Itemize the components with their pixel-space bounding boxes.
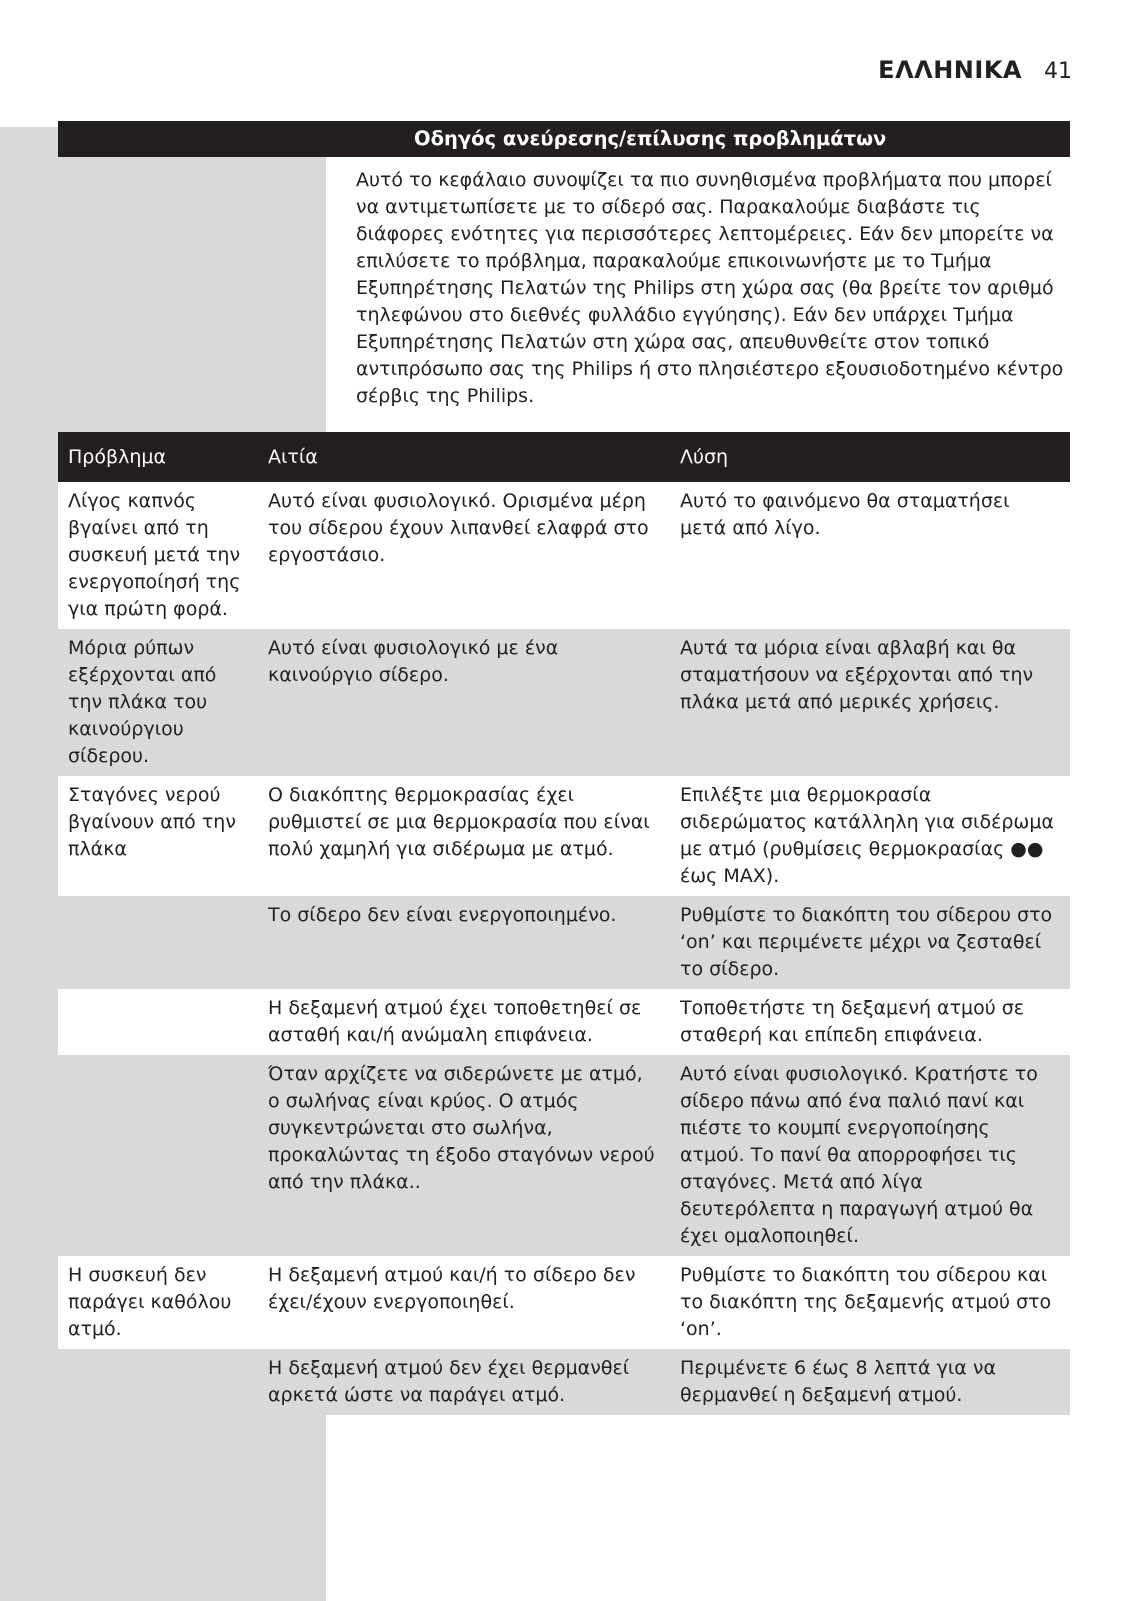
problem-cell: [58, 1349, 258, 1415]
solution-cell: Ρυθμίστε το διακόπτη του σίδερου στο ‘on’ και περιμένετε μέχρι να ζεσταθεί το σίδερο.: [670, 896, 1070, 989]
solution-cell: Περιμένετε 6 έως 8 λεπτά για να θερμανθεί η δεξαμενή ατμού.: [670, 1349, 1070, 1415]
troubleshooting-table: [58, 432, 1070, 1415]
section-header-bar: [58, 121, 1070, 157]
column-header-solution: Λύση: [670, 432, 1070, 482]
section-title: Οδηγός ανεύρεσης/επίλυσης προβλημάτων: [414, 127, 887, 150]
solution-cell: Τοποθετήστε τη δεξαμενή ατμού σε σταθερή και επίπεδη επιφάνεια.: [670, 989, 1070, 1055]
problem-cell: Η συσκευή δεν παράγει καθόλου ατμό.: [58, 1256, 258, 1349]
cause-cell: Η δεξαμενή ατμού και/ή το σίδερο δεν έχει/έχουν ενεργοποιηθεί.: [258, 1256, 670, 1349]
solution-cell: Επιλέξτε μια θερμοκρασία σιδερώματος κατάλληλη για σιδέρωμα με ατμό (ρυθμίσεις θερμοκρασίας ●● έως MAX).: [670, 776, 1070, 896]
cause-cell: Η δεξαμενή ατμού έχει τοποθετηθεί σε ασταθή και/ή ανώμαλη επιφάνεια.: [258, 989, 670, 1055]
table-header-row: [58, 432, 1070, 482]
problem-cell: Μόρια ρύπων εξέρχονται από την πλάκα του καινούργιου σίδερου.: [58, 629, 258, 776]
table-row: [58, 1055, 1070, 1256]
cause-cell: Το σίδερο δεν είναι ενεργοποιημένο.: [258, 896, 670, 989]
cause-cell: Όταν αρχίζετε να σιδερώνετε με ατμό, ο σωλήνας είναι κρύος. Ο ατμός συγκεντρώνεται στο σωλήνα, προκαλώντας τη έξοδο σταγόνων νερού από την πλάκα..: [258, 1055, 670, 1256]
problem-cell: [58, 989, 258, 1055]
table-row: [58, 989, 1070, 1055]
intro-paragraph: Αυτό το κεφάλαιο συνοψίζει τα πιο συνηθισμένα προβλήματα που μπορεί να αντιμετωπίσετε με το σίδερό σας. Παρακαλούμε διαβάστε τις διάφορες ενότητες για περισσότερες λεπτομέρειες. Εάν δεν μπορείτε να επιλύσετε το πρόβλημα, παρακαλούμε επικοινωνήστε με το Τμήμα Εξυπηρέτησης Πελατών της Philips στη χώρα σας (θα βρείτε τον αριθμό τηλεφώνου στο διεθνές φυλλάδιο εγγύησης). Εάν δεν υπάρχει Τμήμα Εξυπηρέτησης Πελατών στη χώρα σας, απευθυνθείτε στον τοπικό αντιπρόσωπο σας της Philips ή στο πλησιέστερο εξουσιοδοτημένο κέντρο σέρβις της Philips.: [356, 169, 1064, 407]
solution-cell: Ρυθμίστε το διακόπτη του σίδερου και το διακόπτη της δεξαμενής ατμού στο ‘on’.: [670, 1256, 1070, 1349]
solution-cell: Αυτό είναι φυσιολογικό. Κρατήστε το σίδερο πάνω από ένα παλιό πανί και πιέστε το κουμπί ενεργοποίησης ατμού. Το πανί θα απορροφήσει τις σταγόνες. Μετά από λίγα δευτερόλεπτα η παραγωγή ατμού θα έχει ομαλοποιηθεί.: [670, 1055, 1070, 1256]
cause-cell: Ο διακόπτης θερμοκρασίας έχει ρυθμιστεί σε μια θερμοκρασία που είναι πολύ χαμηλή για σιδέρωμα με ατμό.: [258, 776, 670, 896]
problem-cell: [58, 896, 258, 989]
table-row: [58, 1349, 1070, 1415]
problem-cell: [58, 1055, 258, 1256]
language-label: ΕΛΛΗΝΙΚΑ: [878, 56, 1022, 84]
table-row: [58, 482, 1070, 629]
table-row: [58, 629, 1070, 776]
cause-cell: Αυτό είναι φυσιολογικό με ένα καινούργιο σίδερο.: [258, 629, 670, 776]
table-row: [58, 896, 1070, 989]
problem-cell: Λίγος καπνός βγαίνει από τη συσκευή μετά την ενεργοποίησή της για πρώτη φορά.: [58, 482, 258, 629]
page-number: 41: [1044, 59, 1072, 84]
table-row: [58, 776, 1070, 896]
solution-cell: Αυτά τα μόρια είναι αβλαβή και θα σταματήσουν να εξέρχονται από την πλάκα μετά από μερικές χρήσεις.: [670, 629, 1070, 776]
problem-cell: Σταγόνες νερού βγαίνουν από την πλάκα: [58, 776, 258, 896]
column-header-problem: Πρόβλημα: [58, 432, 258, 482]
table-row: [58, 1256, 1070, 1349]
solution-cell: Αυτό το φαινόμενο θα σταματήσει μετά από λίγο.: [670, 482, 1070, 629]
cause-cell: Αυτό είναι φυσιολογικό. Ορισμένα μέρη του σίδερου έχουν λιπανθεί ελαφρά στο εργοστάσιο.: [258, 482, 670, 629]
page-header: [878, 56, 1072, 84]
cause-cell: Η δεξαμενή ατμού δεν έχει θερμανθεί αρκετά ώστε να παράγει ατμό.: [258, 1349, 670, 1415]
column-header-cause: Αιτία: [258, 432, 670, 482]
